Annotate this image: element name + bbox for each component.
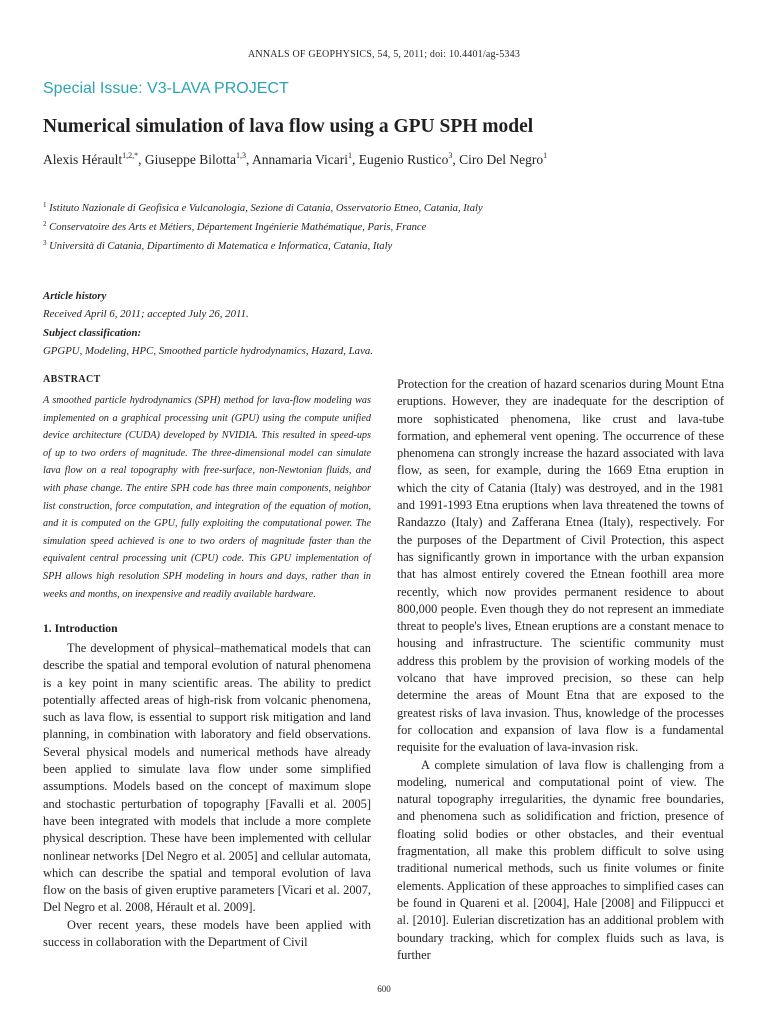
author-separator: , bbox=[138, 152, 145, 167]
author-separator: , bbox=[245, 152, 252, 167]
body-paragraph: Protection for the creation of hazard scenarios during Mount Etna eruptions. However, they are inadequate for the description of more sophisticated phenomena, like crust and lava-tube formation, and ephemeral vent opening. The occurrence of these phenomena can strongly increase the hazard associated with lava flow, as seen, for example, during the 1669 Etna eruption in which the city of Catania (Italy) was destroyed, and in the 1981 and 1991-1993 Etna eruptions when lava threatened the towns of Randazzo (Italy) and Zafferana Etnea (Italy), respectively. For the purposes of the Department of Civil Protection, this aspect has significantly grown in importance with the urban expansion that has almost entirely covered the Etnean foothill area more recently, which now provides permanent residence to about 800,000 people. Even though they do not represent an immediate threat to people's lives, Etnean eruptions are a constant menace to housing and infrastructure. The scientific community must address this problem by the provision of working models of the volcano that have improved precision, so these can help determine the areas of Mount Etna that are exposed to the greatest risks of lava invasion. Thus, knowledge of the processes for collocation and expansion of lava flow is a fundamental requisite for the evaluation of lava-invasion risk. bbox=[397, 377, 724, 755]
affiliation-text: Istituto Nazionale di Geofisica e Vulcanologia, Sezione di Catania, Osservatorio Etneo, Catania, Italy bbox=[49, 203, 483, 214]
author bbox=[252, 152, 359, 167]
subject-classification-text: GPGPU, Modeling, HPC, Smoothed particle hydrodynamics, Hazard, Lava. bbox=[43, 344, 373, 357]
affiliation-text: Università di Catania, Dipartimento di Matematica e Informatica, Catania, Italy bbox=[49, 241, 393, 252]
author-affiliation-ref: 1,2,* bbox=[122, 151, 139, 160]
body-column-right bbox=[397, 376, 724, 964]
article-title: Numerical simulation of lava flow using a GPU SPH model bbox=[43, 116, 534, 137]
author-name: Ciro Del Negro bbox=[459, 152, 544, 167]
abstract-text: A smoothed particle hydrodynamics (SPH) method for lava-flow modeling was implemented on a graphical processing unit (GPU) using the compute unified device architecture (CUDA) developed by NVIDIA. This resulted in speed-ups of up to two orders of magnitude. The three-dimensional model can simulate lava flow on a real topography with free-surface, non-Newtonian fluids, and with phase change. The entire SPH code has three main components, neighbor list construction, force computation, and integration of the equation of motion, and it is computed on the GPU, fully exploiting the computational power. The simulation speed achieved is one to two orders of magnitude faster than the equivalent central processing unit (CPU) code. This GPU implementation of SPH allows high resolution SPH modeling in hours and days, rather than in weeks and months, on inexpensive and readily available hardware. bbox=[43, 395, 371, 600]
author bbox=[459, 152, 547, 167]
body-paragraph: The development of physical–mathematical models that can describe the spatial and temporal evolution of natural phenomena is a key point in many scientific areas. The ability to predict potentially affected areas of high-risk from volcanic phenomena, such as lava flow, is essential to support risk mitigation and land planning, in combination with laboratory and field observations. Several physical models and numerical methods have already been applied to simulate lava flow under some simplified assumptions. Models based on the concept of maximum slope and stochastic perturbation of topography [Favalli et al. 2005] have been integrated with models that include a more complete physical description. These have been implemented with cellular nonlinear networks [Del Negro et al. 2005] and cellular automata, which can describe the spatial and temporal evolution of lava flow on the basis of given eruptive parameters [Vicari et al. 2007, Del Negro et al. 2008, Hérault et al. 2009]. bbox=[43, 641, 371, 915]
author-name: Eugenio Rustico bbox=[358, 152, 449, 167]
author-affiliation-ref: 1 bbox=[348, 151, 353, 160]
affiliation-number: 2 bbox=[43, 220, 47, 228]
author-separator: , bbox=[352, 152, 359, 167]
article-history-heading: Article history bbox=[43, 290, 107, 302]
page-number: 600 bbox=[377, 984, 391, 994]
article-history-text: Received April 6, 2011; accepted July 26, 2011. bbox=[43, 308, 249, 321]
affiliation bbox=[43, 222, 743, 233]
affiliation bbox=[43, 203, 743, 214]
affiliation-text: Conservatoire des Arts et Métiers, Département Ingénierie Mathématique, Paris, France bbox=[49, 222, 427, 233]
author-name: Annamaria Vicari bbox=[252, 152, 349, 167]
author bbox=[145, 152, 252, 167]
affiliation bbox=[43, 241, 743, 252]
section-heading-introduction: 1. Introduction bbox=[43, 622, 118, 635]
author-affiliation-ref: 1,3 bbox=[235, 151, 246, 160]
author-name: Alexis Hérault bbox=[43, 152, 123, 167]
body-column-left bbox=[43, 640, 371, 951]
author-name: Giuseppe Bilotta bbox=[144, 152, 236, 167]
body-paragraph: A complete simulation of lava flow is challenging from a modeling, numerical and computational point of view. The natural topography irregularities, the dynamic free boundaries, and phenomena such as solidification and friction, presence of floating solid bodies or other obstacles, and their eventual fragmentation, all make this problem difficult to solve using traditional numerical methods, such us finite volumes or finite elements. Application of these approaches to simplified cases can be found in Quareni et al. [2004], Hale [2008] and Filippucci et al. [2010]. Eulerian discretization has an additional problem with boundary tracking, which for complex fluids such as lava, is further bbox=[397, 757, 724, 962]
affiliation-number: 3 bbox=[43, 239, 47, 247]
special-issue-label: Special Issue: V3-LAVA PROJECT bbox=[43, 80, 289, 97]
author-separator: , bbox=[452, 152, 460, 167]
subject-classification-heading: Subject classification: bbox=[43, 326, 142, 339]
abstract-heading: ABSTRACT bbox=[43, 374, 101, 385]
author-list bbox=[43, 152, 743, 168]
author bbox=[43, 152, 145, 167]
author-affiliation-ref: 3 bbox=[448, 151, 453, 160]
article-metadata bbox=[43, 287, 743, 360]
running-head: ANNALS OF GEOPHYSICS, 54, 5, 2011; doi: 10.4401/ag-5343 bbox=[247, 49, 521, 60]
author-affiliation-ref: 1 bbox=[543, 151, 548, 160]
body-paragraph: Over recent years, these models have been applied with success in collaboration with the Department of Civil bbox=[43, 917, 371, 950]
affiliation-number: 1 bbox=[43, 201, 47, 209]
author bbox=[359, 152, 459, 167]
